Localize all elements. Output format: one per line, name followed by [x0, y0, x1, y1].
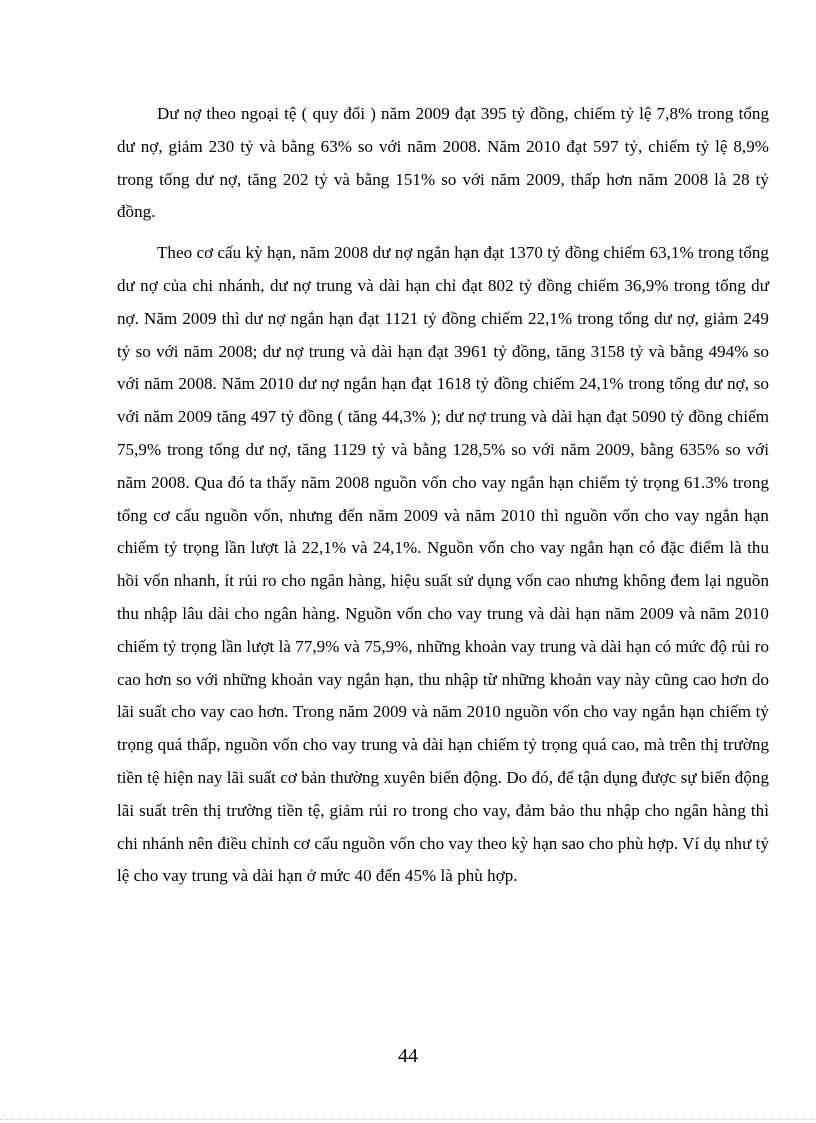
paragraph-term-structure: Theo cơ cấu kỳ hạn, năm 2008 dư nợ ngắn hạn đạt 1370 tỷ đồng chiếm 63,1% trong tổng dư nợ của chi nhánh, dư nợ trung và dài hạn chỉ đạt 802 tỷ đồng chiếm 36,9% trong tổng dư nợ. Năm 2009 thì dư nợ ngắn hạn đạt 1121 tỷ đồng chiếm 22,1% trong tổng dư nợ, giảm 249 tỷ so với năm 2008; dư nợ trung và dài hạn đạt 3961 tỷ đồng, tăng 3158 tỷ và bằng 494% so với năm 2008. Năm 2010 dư nợ ngắn hạn đạt 1618 tỷ đồng chiếm 24,1% trong tổng dư nợ, so với năm 2009 tăng 497 tỷ đồng ( tăng 44,3% ); dư nợ trung và dài hạn đạt 5090 tỷ đồng chiếm 75,9% trong tổng dư nợ, tăng 1129 tỷ và bằng 128,5% so với năm 2009, bằng 635% so với năm 2008. Qua đó ta thấy năm 2008 nguồn vốn cho vay ngắn hạn chiếm tỷ trọng 61.3% trong tổng cơ cấu nguồn vốn, nhưng đến năm 2009 và năm 2010 thì nguồn vốn cho vay ngắn hạn chiếm tỷ trọng lần lượt là 22,1% và 24,1%. Nguồn vốn cho vay ngắn hạn có đặc điểm là thu hồi vốn nhanh, ít rủi ro cho ngân hàng, hiệu suất sử dụng vốn cao nhưng không đem lại nguồn thu nhập lâu dài cho ngân hàng. Nguồn vốn cho vay trung và dài hạn năm 2009 và năm 2010 chiếm tỷ trọng lần lượt là 77,9% và 75,9%, những khoản vay trung và dài hạn có mức độ rủi ro cao hơn so với những khoản vay ngắn hạn, thu nhập từ những khoản vay này cũng cao hơn do lãi suất cho vay cao hơn. Trong năm 2009 và năm 2010 nguồn vốn cho vay ngắn hạn chiếm tỷ trọng quá thấp, nguồn vốn cho vay trung và dài hạn chiếm tỷ trọng quá cao, mà trên thị trường tiền tệ hiện nay lãi suất cơ bản thường xuyên biến động. Do đó, để tận dụng được sự biến động lãi suất trên thị trường tiền tệ, giảm rủi ro trong cho vay, đảm bảo thu nhập cho ngân hàng thì chi nhánh nên điều chỉnh cơ cấu nguồn vốn cho vay theo kỳ hạn sao cho phù hợp. Ví dụ như tỷ lệ cho vay trung và dài hạn ở mức 40 đến 45% là phù hợp. [117, 243, 769, 886]
page-number: 44 [398, 1045, 418, 1067]
body-text [117, 98, 769, 893]
paragraph-foreign-currency-debt: Dư nợ theo ngoại tệ ( quy đổi ) năm 2009 đạt 395 tỷ đồng, chiếm tỷ lệ 7,8% trong tổng dư nợ, giảm 230 tỷ và bằng 63% so với năm 2008. Năm 2010 đạt 597 tỷ, chiếm tỷ lệ 8,9% trong tổng dư nợ, tăng 202 tỷ và bằng 151% so với năm 2009, thấp hơn năm 2008 là 28 tỷ đồng. [117, 104, 769, 222]
page-bottom-divider [0, 1119, 816, 1120]
